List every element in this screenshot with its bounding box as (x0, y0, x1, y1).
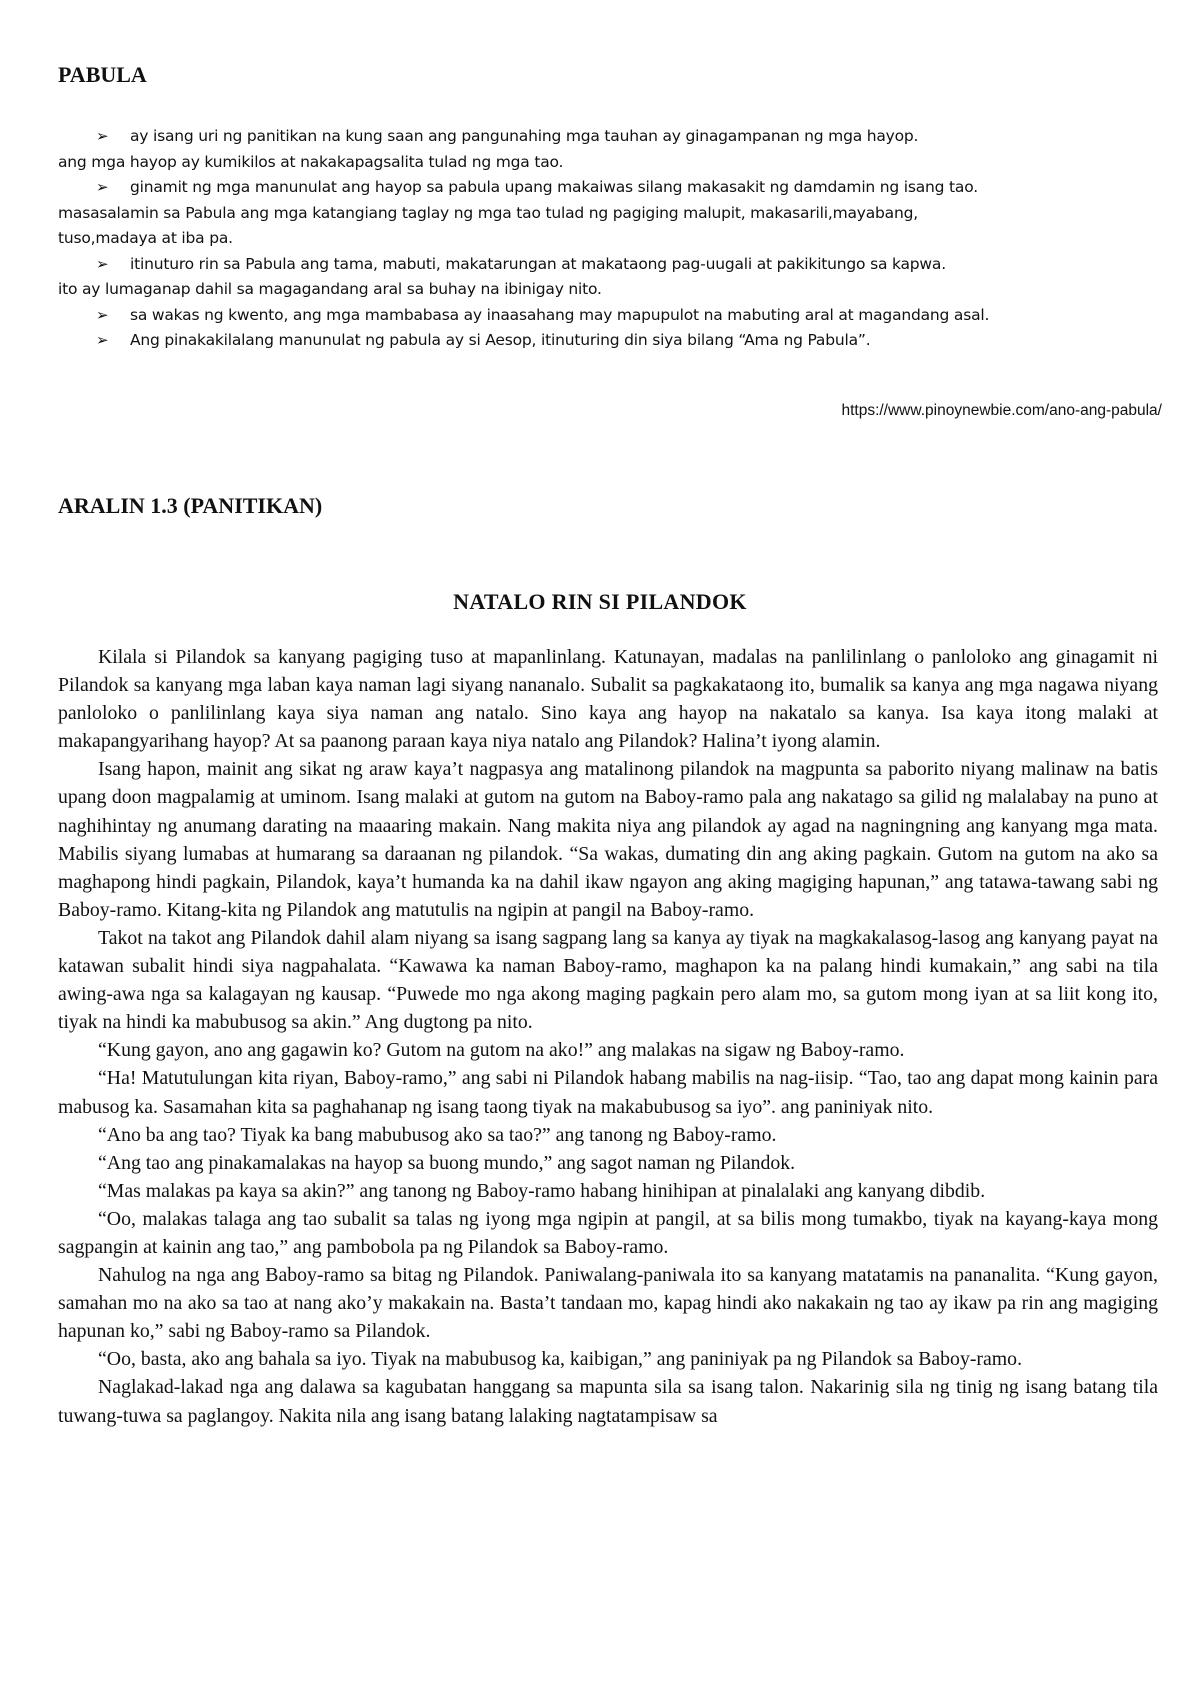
source-url: https://www.pinoynewbie.com/ano-ang-pabula/ (841, 402, 1162, 419)
definition-text: ay isang uri ng panitikan na kung saan ang pangunahing mga tauhan ay ginagampanan ng mga hayop. (130, 127, 919, 145)
section-heading-pabula: PABULA (58, 62, 147, 87)
definition-text: ginamit ng mga manunulat ang hayop sa pabula upang makaiwas silang makasakit ng damdamin ng isang tao. (130, 178, 978, 196)
arrow-bullet-icon: ➢ (96, 305, 109, 324)
definition-line: masasalamin sa Pabula ang mga katangiang taglay ng mga tao tulad ng pagiging malupit, makasarili,mayabang, (58, 203, 918, 222)
definition-line: ang mga hayop ay kumikilos at nakakapagsalita tulad ng mga tao. (58, 152, 564, 171)
story-paragraph: “Ang tao ang pinakamalakas na hayop sa buong mundo,” ang sagot naman ng Pilandok. (98, 1151, 796, 1174)
story-paragraph: “Ano ba ang tao? Tiyak ka bang mabubusog ako sa tao?” ang tanong ng Baboy-ramo. (98, 1123, 777, 1146)
story-paragraph: “Ha! Matutulungan kita riyan, Baboy-ramo,” ang sabi ni Pilandok habang mabilis na nag-iisip. “Tao, tao ang dapat mong kainin para mabusog ka. Sasamahan kita sa paghahanap ng isang taong tiyak na makabubusog sa iyo”. ang paniniyak nito. (58, 1067, 1158, 1118)
definition-text: sa wakas ng kwento, ang mga mambabasa ay inaasahang may mapupulot na mabuting aral at magandang asal. (130, 305, 990, 324)
arrow-bullet-icon: ➢ (96, 331, 109, 349)
definition-bullet (58, 303, 1158, 329)
section-heading-aralin: ARALIN 1.3 (PANITIKAN) (58, 493, 323, 518)
definition-bullet (58, 252, 1158, 278)
story-paragraph: Takot na takot ang Pilandok dahil alam niyang sa isang sagpang lang sa kanya ay tiyak na magkakalasog-lasog ang kanyang payat na katawan subalit hindi siya nagpahalata. “Kawawa ka naman Baboy-ramo, maghapon ka na palang hindi kumakain,” ang sabi na tila awing-awa nga sa kalagayan ng kausap. “Puwede mo nga akong maging pagkain pero alam mo, sa gutom mong iyan at sa liit kong ito, tiyak na hindi ka mabubusog sa akin.” Ang dugtong pa nito. (58, 926, 1158, 1034)
story-paragraph: Nahulog na nga ang Baboy-ramo sa bitag ng Pilandok. Paniwalang-paniwala ito sa kanyang matatamis na pananalita. “Kung gayon, samahan mo na ako sa tao at nang ako’y makakain na. Basta’t tandaan mo, kapag hindi ako nakakain ng tao ay ikaw pa rin ang magiging hapunan ko,” sabi ng Baboy-ramo sa Pilandok. (58, 1264, 1158, 1343)
pabula-definition-list (58, 124, 1158, 354)
story-paragraph: “Mas malakas pa kaya sa akin?” ang tanong ng Baboy-ramo habang hinihipan at pinalalaki ang kanyang dibdib. (98, 1179, 986, 1202)
story-paragraph: Isang hapon, mainit ang sikat ng araw kaya’t nagpasya ang matalinong pilandok na magpunta sa paborito niyang malinaw na batis upang doon magpalamig at uminom. Isang malaki at gutom na gutom na Baboy-ramo pala ang nakatago sa gilid ng malalabay na puno at naghihintay ng anumang darating na maaaring makain. Nang makita niya ang pilandok ay agad na nagningning ang kanyang mga mata. Mabilis siyang lumabas at humarang sa daraanan ng pilandok. “Sa wakas, dumating din ang aking pagkain. Gutom na gutom na ako sa maghapong hindi pagkain, Pilandok, kaya’t humanda ka na dahil ikaw ngayon ang aking magiging hapunan,” ang tatawa-tawang sabi ng Baboy-ramo. Kitang-kita ng Pilandok ang matutulis na ngipin at pangil na Baboy-ramo. (58, 758, 1158, 921)
definition-bullet (58, 328, 1158, 354)
story-paragraph: “Kung gayon, ano ang gagawin ko? Gutom na gutom na ako!” ang malakas na sigaw ng Baboy-ramo. (98, 1039, 905, 1062)
definition-bullet (58, 175, 1158, 201)
arrow-bullet-icon: ➢ (96, 178, 109, 196)
arrow-bullet-icon: ➢ (96, 254, 109, 273)
story-paragraph: “Oo, basta, ako ang bahala sa iyo. Tiyak na mabubusog ka, kaibigan,” ang paniniyak pa ng Pilandok sa Baboy-ramo. (98, 1348, 1023, 1371)
definition-text: Ang pinakakilalang manunulat ng pabula ay si Aesop, itinuturing din siya bilang “Ama ng Pabula”. (130, 331, 871, 349)
arrow-bullet-icon: ➢ (96, 127, 109, 145)
definition-text: itinuturo rin sa Pabula ang tama, mabuti, makatarungan at makataong pag-uugali at pakikitungo sa kapwa. (130, 254, 946, 273)
definition-bullet (58, 124, 1158, 150)
definition-line: tuso,madaya at iba pa. (58, 229, 233, 247)
story-paragraph: “Oo, malakas talaga ang tao subalit sa talas ng iyong mga ngipin at pangil, at sa bilis mong tumakbo, tiyak na kayang-kaya mong sagpangin at kainin ang tao,” ang pambobola pa ng Pilandok sa Baboy-ramo. (58, 1207, 1158, 1258)
story-title: NATALO RIN SI PILANDOK (453, 589, 747, 614)
story-paragraph: Kilala si Pilandok sa kanyang pagiging tuso at mapanlinlang. Katunayan, madalas na panlilinlang o panloloko ang ginagamit ni Pilandok sa kanyang mga laban kaya naman lagi siyang nananalo. Subalit sa pagkakataong ito, bumalik sa kanya ang mga nagawa niyang panloloko o panlilinlang kaya siya naman ang natalo. Sino kaya ang hayop na nakatalo sa kanya. Isa kaya itong malaki at makapangyarihang hayop? At sa paanong paraan kaya niya natalo ang Pilandok? Halina’t iyong alamin. (58, 646, 1158, 753)
story-body (58, 643, 1158, 1430)
story-paragraph: Naglakad-lakad nga ang dalawa sa kagubatan hanggang sa mapunta sila sa isang talon. Nakarinig sila ng tinig ng isang batang tila tuwang-tuwa sa paglangoy. Nakita nila ang isang batang lalaking nagtatampisaw sa (58, 1376, 1158, 1427)
definition-line: ito ay lumaganap dahil sa magagandang aral sa buhay na ibinigay nito. (58, 280, 602, 298)
